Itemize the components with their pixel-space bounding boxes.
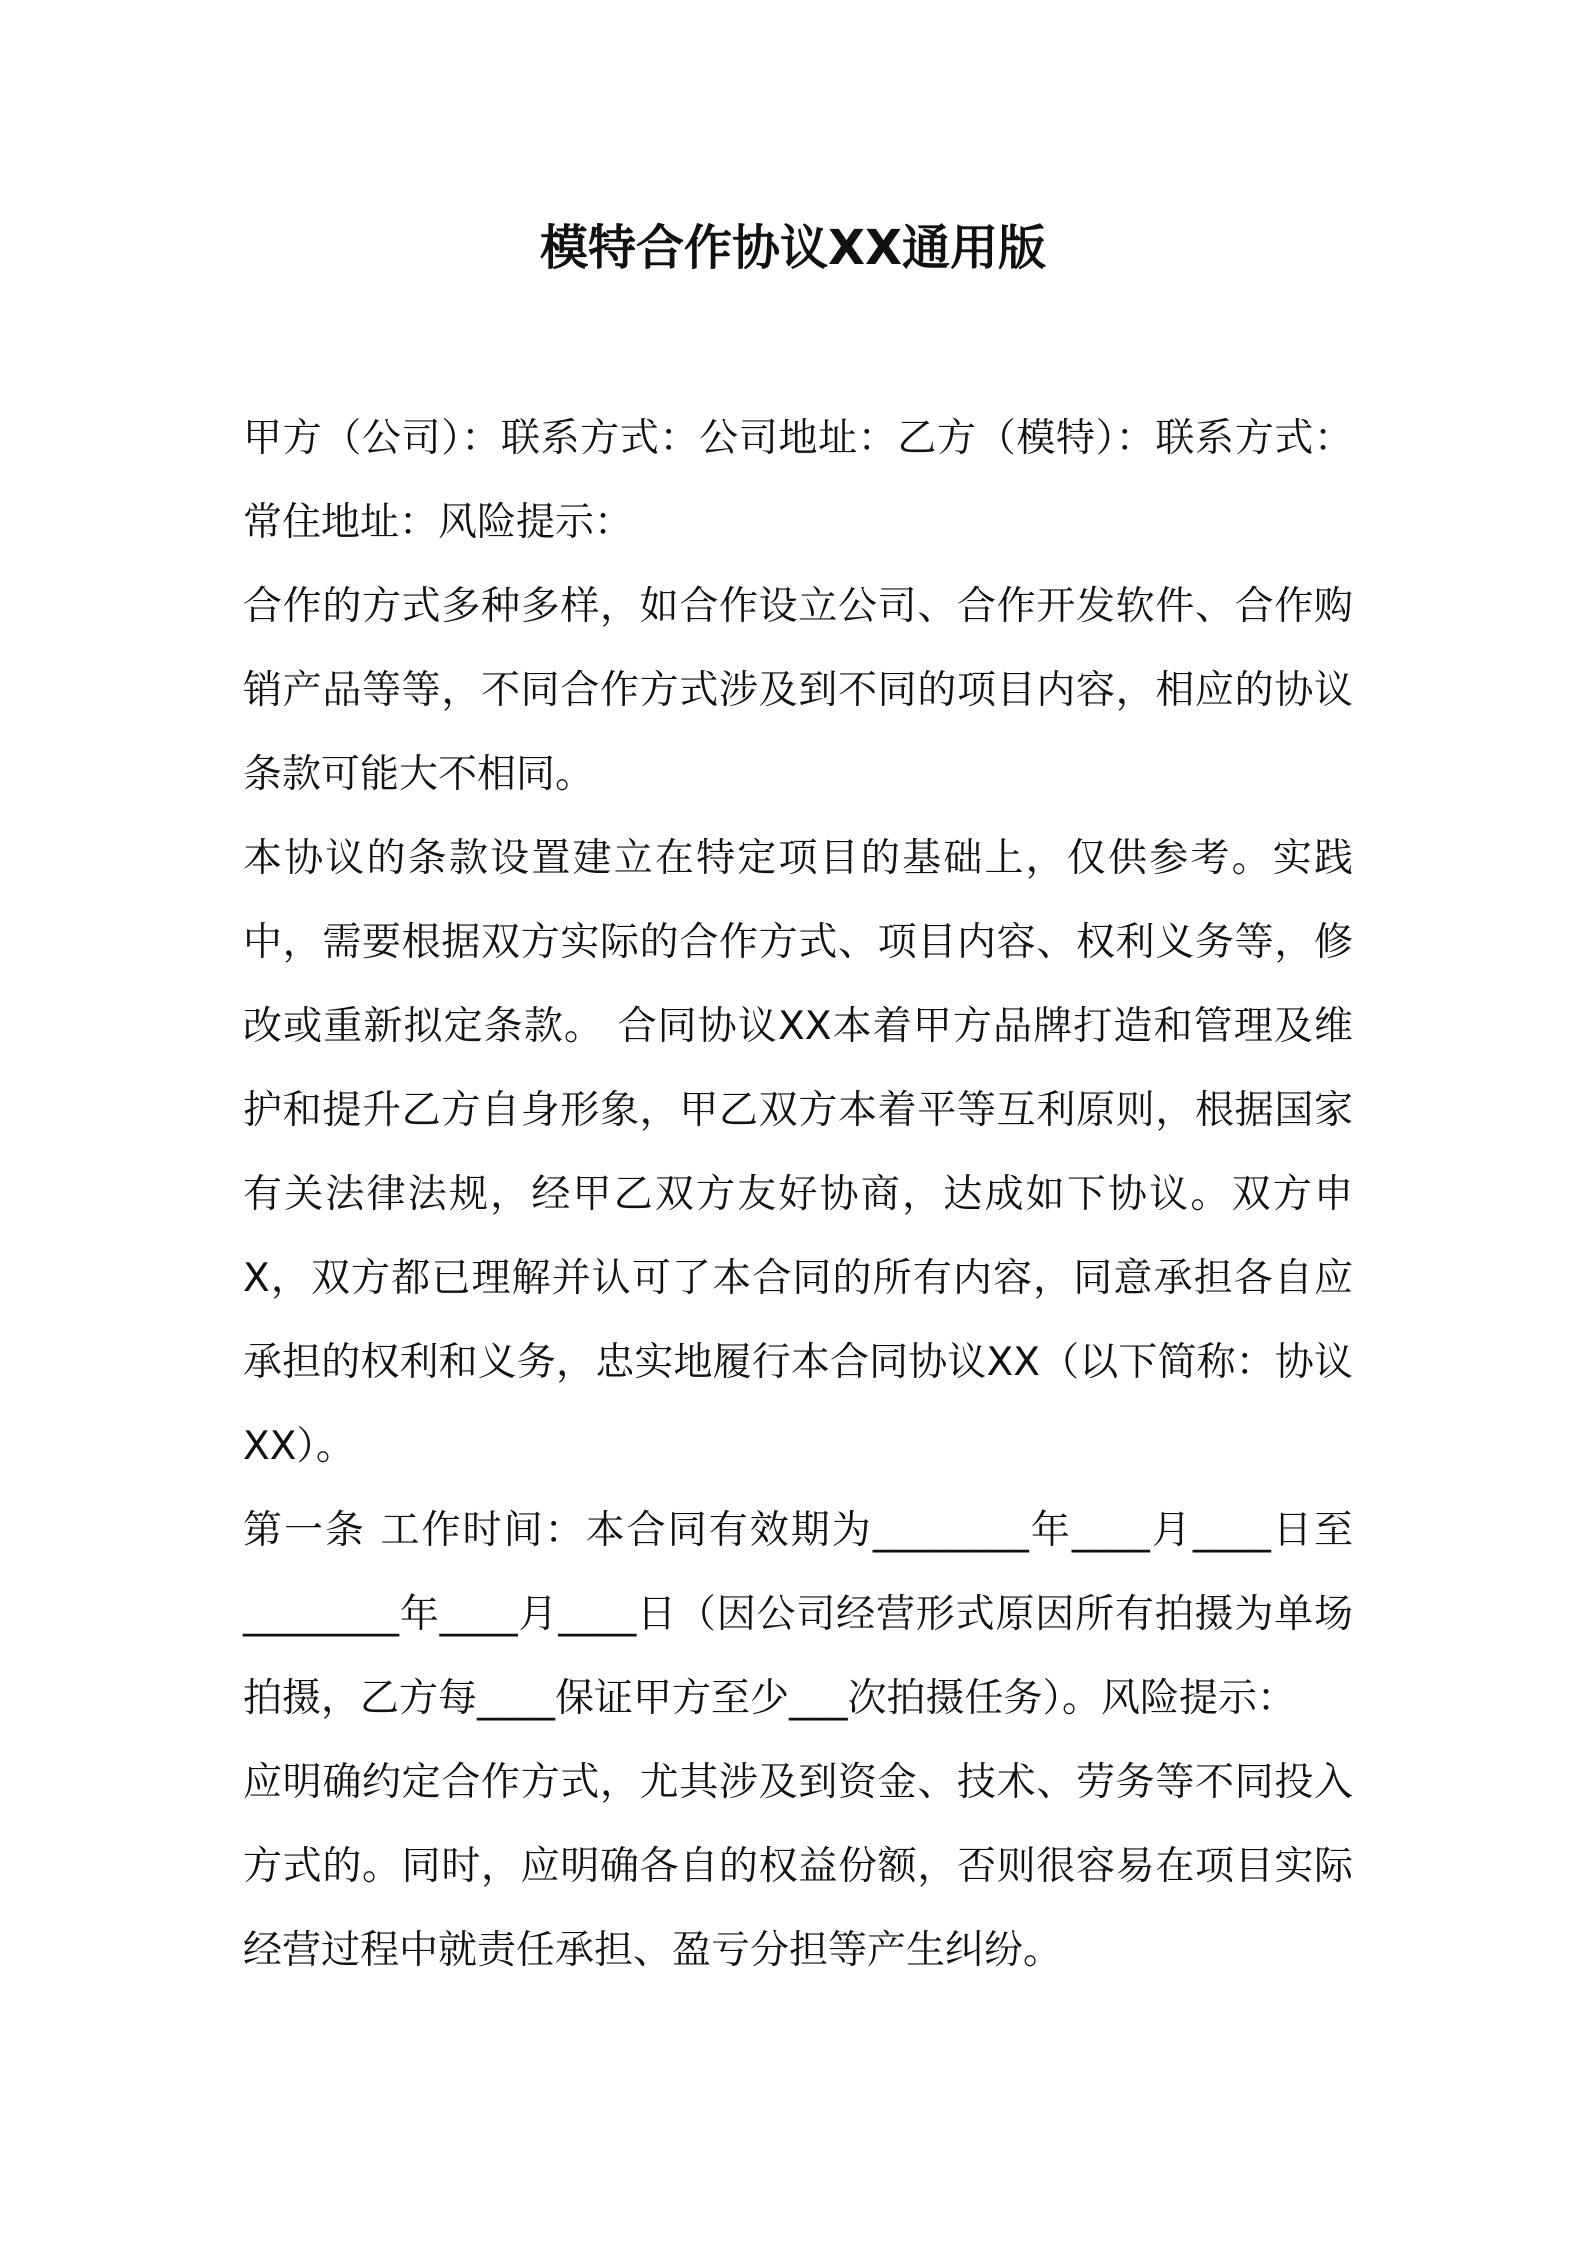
agreement-intro-paragraph: 本协议的条款设置建立在特定项目的基础上，仅供参考。实践中，需要根据双方实际的合作方式、项目内容、权利义务等，修改或重新拟定条款。 合同协议XX本着甲方品牌打造和管理及维护和提升乙方自身形象，甲乙双方本着平等互利原则，根据国家有关法律法规，经甲乙双方友好协商，达成如下协议。双方申X，双方都已理解并认可了本合同的所有内容，同意承担各自应承担的权利和义务，忠实地履行本合同协议XX（以下简称：协议XX）。 [243, 836, 1353, 1469]
document-title: 模特合作协议XX通用版 [539, 220, 1047, 276]
article-one-paragraph: 第一条 工作时间：本合同有效期为________年____月____日至________年____月____日（因公司经营形式原因所有拍摄为单场拍摄，乙方每____保证甲方至少___次拍摄任务）。风险提示： [243, 1508, 1353, 1721]
risk-note-paragraph: 合作的方式多种多样，如合作设立公司、合作开发软件、合作购销产品等等，不同合作方式涉及到不同的项目内容，相应的协议条款可能大不相同。 [243, 584, 1353, 797]
parties-paragraph: 甲方（公司）：联系方式：公司地址：乙方（模特）：联系方式：常住地址：风险提示： [243, 416, 1353, 545]
document-body [243, 397, 1353, 1993]
risk-warning-paragraph: 应明确约定合作方式，尤其涉及到资金、技术、劳务等不同投入方式的。同时，应明确各自的权益份额，否则很容易在项目实际经营过程中就责任承担、盈亏分担等产生纠纷。 [243, 1760, 1353, 1973]
